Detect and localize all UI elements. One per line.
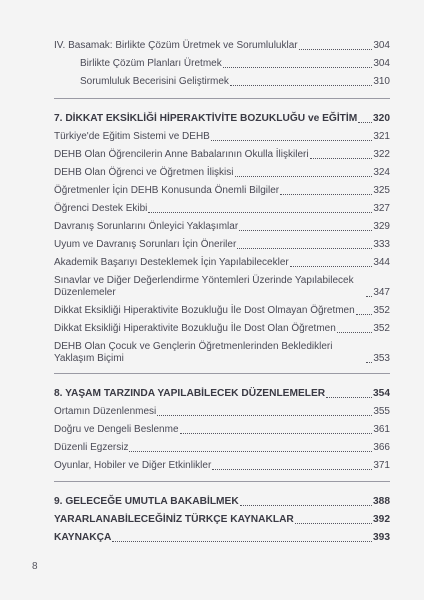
leader-dots — [239, 230, 372, 231]
toc-entry-page: 304 — [373, 40, 390, 51]
toc-entry — [54, 215, 390, 233]
toc-entry-title: DEHB Olan Öğrenci ve Öğretmen İlişkisi — [54, 167, 234, 178]
toc-entry — [54, 197, 390, 215]
toc-entry-title: Sınavlar ve Diğer Değerlendirme Yöntemleri Üzerinde Yapılabilecek Düzenlemeler — [54, 275, 354, 298]
toc-entry-page: 310 — [373, 76, 390, 87]
toc-entry — [54, 52, 390, 70]
toc-entry-title: Doğru ve Dengeli Beslenme — [54, 424, 179, 435]
leader-dots — [211, 140, 372, 141]
toc-chapter — [54, 526, 390, 544]
toc-entry-title: DEHB Olan Çocuk ve Gençlerin Öğretmenlerinden Bekledikleri Yaklaşım Biçimi — [54, 341, 333, 364]
toc-entry-title: Türkiye'de Eğitim Sistemi ve DEHB — [54, 131, 210, 142]
chapter-title: 7. DİKKAT EKSİKLİĞİ HİPERAKTİVİTE BOZUKLUĞU ve EĞİTİM — [54, 113, 358, 124]
toc-entry-page: 344 — [373, 257, 390, 268]
chapter-title: KAYNAKÇA — [54, 532, 112, 543]
toc-entry-page: 355 — [373, 406, 390, 417]
table-of-contents — [54, 34, 390, 544]
toc-entry-page: 324 — [373, 167, 390, 178]
toc-entry — [54, 179, 390, 197]
toc-entry — [54, 317, 390, 335]
toc-entry-title: Dikkat Eksikliği Hiperaktivite Bozukluğu İle Dost Olan Öğretmen — [54, 323, 336, 334]
toc-entry — [54, 335, 390, 365]
toc-entry-page: 366 — [373, 442, 390, 453]
toc-entry-title: Öğrenci Destek Ekibi — [54, 203, 148, 214]
toc-chapter — [54, 382, 390, 400]
chapter-title: YARARLANABİLECEĞİNİZ TÜRKÇE KAYNAKLAR — [54, 514, 294, 525]
toc-entry — [54, 418, 390, 436]
toc-entry — [54, 269, 390, 299]
section-divider — [54, 98, 390, 99]
toc-entry-title: Birlikte Çözüm Planları Üretmek — [80, 58, 222, 69]
section-divider — [54, 481, 390, 482]
toc-entry-page: 361 — [373, 424, 390, 435]
toc-entry — [54, 400, 390, 418]
leader-dots — [180, 433, 373, 434]
leader-dots — [280, 194, 372, 195]
toc-entry-page: 329 — [373, 221, 390, 232]
toc-entry-page: 321 — [373, 131, 390, 142]
chapter-page: 392 — [373, 514, 390, 525]
toc-entry — [54, 70, 390, 88]
leader-dots — [337, 332, 373, 333]
toc-entry-title: Oyunlar, Hobiler ve Diğer Etkinlikler — [54, 460, 212, 471]
leader-dots — [366, 362, 372, 363]
page-number: 8 — [32, 561, 38, 572]
leader-dots — [366, 296, 372, 297]
toc-entry-page: 333 — [373, 239, 390, 250]
leader-dots — [148, 212, 372, 213]
toc-entry-page: 352 — [373, 305, 390, 316]
toc-entry-title: Uyum ve Davranış Sorunları İçin Öneriler — [54, 239, 237, 250]
toc-entry-page: 325 — [373, 185, 390, 196]
toc-entry-title: DEHB Olan Öğrencilerin Anne Babalarının Okulla İlişkileri — [54, 149, 309, 160]
toc-entry-page: 371 — [373, 460, 390, 471]
toc-entry-title: Sorumluluk Becerisini Geliştirmek — [80, 76, 229, 87]
leader-dots — [235, 176, 373, 177]
leader-dots — [356, 314, 373, 315]
toc-entry — [54, 436, 390, 454]
leader-dots — [240, 505, 372, 506]
leader-dots — [223, 67, 373, 68]
toc-entry — [54, 454, 390, 472]
toc-entry-page: 322 — [373, 149, 390, 160]
leader-dots — [295, 523, 372, 524]
toc-entry-page: 304 — [373, 58, 390, 69]
toc-entry-title: IV. Basamak: Birlikte Çözüm Üretmek ve Sorumluluklar — [54, 40, 298, 51]
toc-entry — [54, 161, 390, 179]
chapter-page: 320 — [373, 113, 390, 124]
chapter-title: 9. GELECEĞE UMUTLA BAKABİLMEK — [54, 496, 239, 507]
toc-entry — [54, 251, 390, 269]
chapter-title: 8. YAŞAM TARZINDA YAPILABİLECEK DÜZENLEMELER — [54, 388, 326, 399]
toc-entry — [54, 143, 390, 161]
toc-entry-title: Ortamın Düzenlenmesi — [54, 406, 157, 417]
toc-chapter — [54, 508, 390, 526]
toc-entry-title: Akademik Başarıyı Desteklemek İçin Yapılabilecekler — [54, 257, 289, 268]
leader-dots — [310, 158, 373, 159]
toc-entry-page: 347 — [373, 287, 390, 298]
leader-dots — [112, 541, 372, 542]
chapter-page: 388 — [373, 496, 390, 507]
leader-dots — [237, 248, 372, 249]
toc-entry-page: 352 — [373, 323, 390, 334]
leader-dots — [326, 397, 372, 398]
toc-entry — [54, 125, 390, 143]
toc-chapter — [54, 107, 390, 125]
toc-entry-page: 353 — [373, 353, 390, 364]
leader-dots — [157, 415, 372, 416]
toc-entry — [54, 299, 390, 317]
leader-dots — [290, 266, 373, 267]
toc-entry — [54, 34, 390, 52]
chapter-page: 354 — [373, 388, 390, 399]
leader-dots — [358, 122, 372, 123]
toc-chapter — [54, 490, 390, 508]
toc-entry-page: 327 — [373, 203, 390, 214]
toc-entry-title: Düzenli Egzersiz — [54, 442, 129, 453]
leader-dots — [299, 49, 373, 50]
leader-dots — [212, 469, 372, 470]
section-divider — [54, 373, 390, 374]
toc-entry-title: Davranış Sorunlarını Önleyici Yaklaşımlar — [54, 221, 239, 232]
toc-entry-title: Öğretmenler İçin DEHB Konusunda Önemli Bilgiler — [54, 185, 280, 196]
leader-dots — [230, 85, 372, 86]
chapter-page: 393 — [373, 532, 390, 543]
toc-entry — [54, 233, 390, 251]
leader-dots — [129, 451, 372, 452]
toc-entry-title: Dikkat Eksikliği Hiperaktivite Bozukluğu İle Dost Olmayan Öğretmen — [54, 305, 355, 316]
